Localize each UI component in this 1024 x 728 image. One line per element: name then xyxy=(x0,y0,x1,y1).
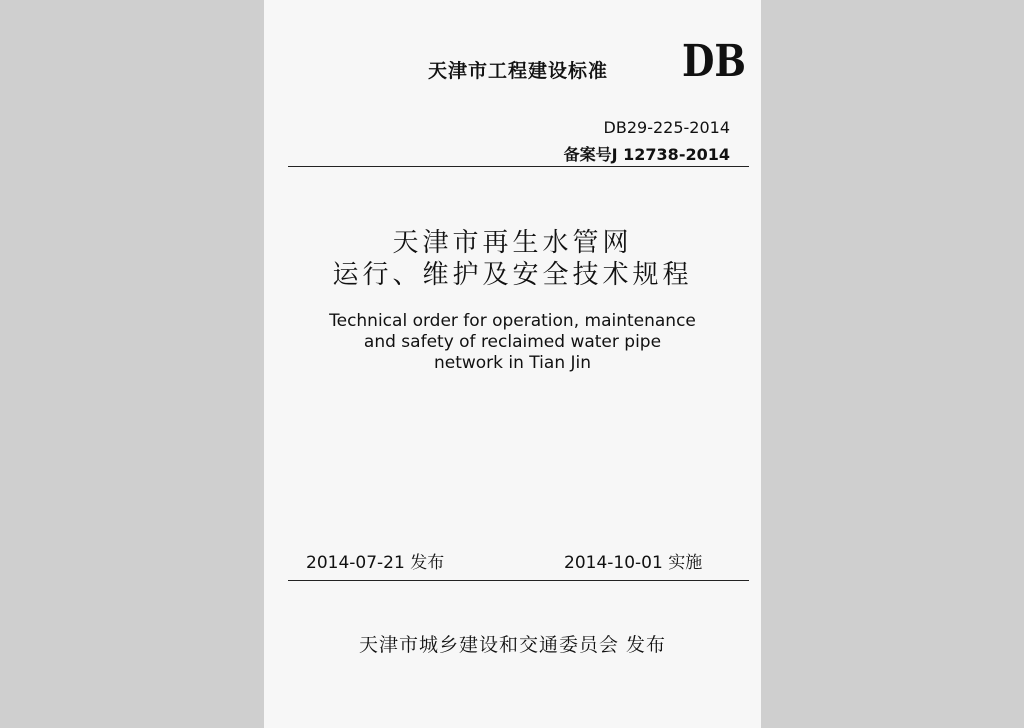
title-en-line1: Technical order for operation, maintenance xyxy=(329,311,696,331)
title-en-line3: network in Tian Jin xyxy=(433,353,592,373)
document-page xyxy=(264,0,761,728)
implementation-date: 2014-10-01 实施 xyxy=(564,553,703,573)
filing-number: 备案号J 12738-2014 xyxy=(563,145,730,164)
issue-date: 2014-07-21 发布 xyxy=(306,553,445,573)
top-divider xyxy=(288,166,749,167)
publisher: 天津市城乡建设和交通委员会 发布 xyxy=(358,634,667,656)
standard-code: DB29-225-2014 xyxy=(603,118,730,137)
standard-type-label: 天津市工程建设标准 xyxy=(428,60,609,82)
db-mark: DB xyxy=(682,36,747,87)
bottom-divider xyxy=(288,580,749,581)
title-cn-line1: 天津市再生水管网 xyxy=(392,228,633,258)
title-cn-line2: 运行、维护及安全技术规程 xyxy=(332,260,693,290)
title-en xyxy=(264,311,761,374)
title-en-line2: and safety of reclaimed water pipe xyxy=(363,332,662,352)
